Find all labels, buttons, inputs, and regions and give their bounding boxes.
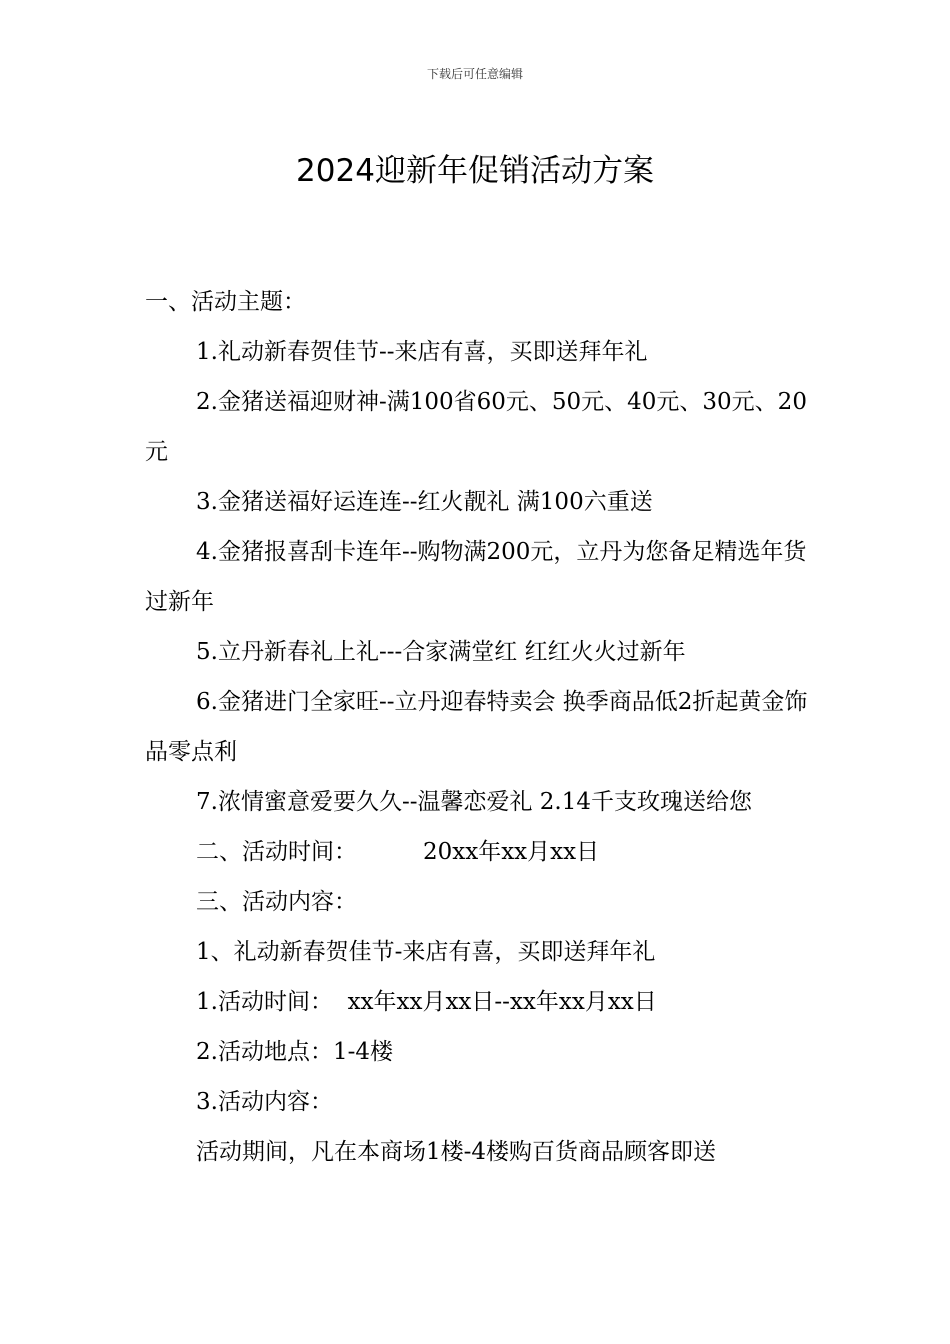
theme-item-3: 3.金猪送福好运连连--红火靓礼 满100六重送 bbox=[196, 489, 653, 515]
section-3-heading: 三、活动内容： bbox=[196, 889, 357, 915]
theme-item-2: 2.金猪送福迎财神-满100省60元、50元、40元、30元、20元 bbox=[145, 389, 807, 465]
section-2-line bbox=[145, 827, 809, 877]
theme-item-5: 5.立丹新春礼上礼---合家满堂红 红红火火过新年 bbox=[196, 639, 686, 665]
activity-content-text: 活动期间，凡在本商场1楼-4楼购百货商品顾客即送 bbox=[196, 1139, 717, 1165]
section-2-heading: 二、活动时间： bbox=[196, 839, 357, 865]
document-body bbox=[145, 277, 809, 1177]
theme-item-6: 6.金猪进门全家旺--立丹迎春特卖会 换季商品低2折起黄金饰品零点利 bbox=[145, 689, 808, 765]
activity-time-line bbox=[145, 977, 809, 1027]
section-1-heading: 一、活动主题： bbox=[145, 289, 306, 315]
activity-location: 2.活动地点：1-4楼 bbox=[196, 1039, 393, 1065]
activity-time-label: 1.活动时间： bbox=[196, 989, 333, 1015]
activity-content-label: 3.活动内容： bbox=[196, 1089, 333, 1115]
header-note: 下载后可任意编辑 bbox=[426, 67, 523, 81]
event-time-value: 20xx年xx月xx日 bbox=[423, 839, 600, 865]
theme-item-7: 7.浓情蜜意爱要久久--温馨恋爱礼 2.14千支玫瑰送给您 bbox=[196, 789, 753, 815]
theme-item-4: 4.金猪报喜刮卡连年--购物满200元，立丹为您备足精选年货 过新年 bbox=[145, 539, 807, 615]
theme-item-1: 1.礼动新春贺佳节--来店有喜，买即送拜年礼 bbox=[196, 339, 648, 365]
activity-time-value: xx年xx月xx日--xx年xx月xx日 bbox=[347, 989, 657, 1015]
document-title: 2024迎新年促销活动方案 bbox=[296, 152, 654, 189]
sub-section-heading: 1、礼动新春贺佳节-来店有喜，买即送拜年礼 bbox=[196, 939, 656, 965]
